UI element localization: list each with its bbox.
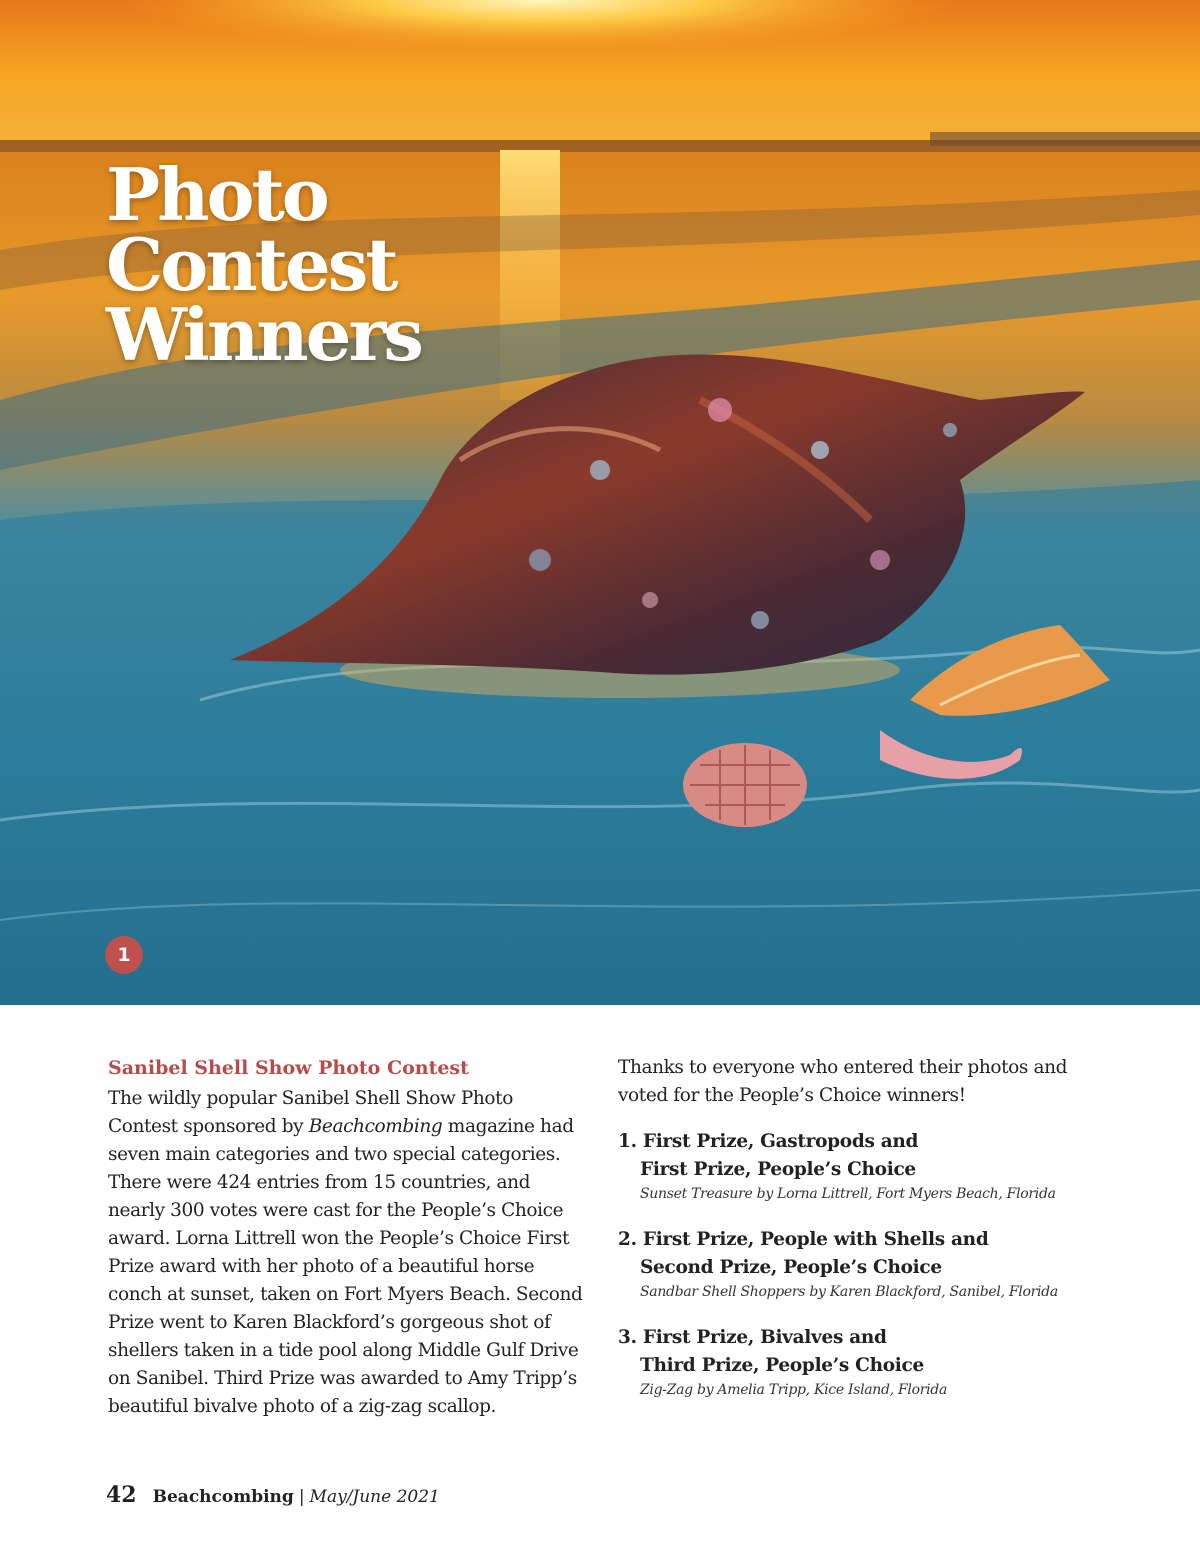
prize-title: 2. First Prize, People with Shells and (618, 1229, 989, 1250)
prize-list (618, 1128, 1088, 1400)
title-line-3: Winners (106, 292, 421, 377)
intro-text-end: magazine had seven main categories and two special categories. There were 424 entries from 15 countries, and nearly 300 votes were cast for the People’s Choice award. Lorna Littrell won the People’s Choice First Prize award with her photo of a beautiful horse conch at sunset, taken on Fort Myers Beach. Second Prize went to Karen Blackford’s gorgeous shot of shellers taken in a tide pool along Middle Gulf Drive on Sanibel. Third Prize was awarded to Amy Tripp’s beautiful bivalve photo of a zig-zag scallop. (108, 1116, 583, 1417)
article-left-column (108, 1054, 588, 1421)
article-right-column (618, 1054, 1088, 1422)
prize-subtitle: First Prize, People’s Choice (640, 1159, 916, 1180)
intro-text-start: The wildly popular Sanibel Shell Show Photo Contest sponsored by (108, 1088, 513, 1137)
page-number: 42 (106, 1482, 137, 1508)
title-line-2: Contest (106, 222, 396, 307)
article-intro (108, 1085, 588, 1421)
prize-title: 3. First Prize, Bivalves and (618, 1327, 887, 1348)
photo-number-badge: 1 (105, 936, 143, 974)
issue-date: May/June 2021 (309, 1487, 440, 1507)
photo-credit: Sunset Treasure by Lorna Littrell, Fort Myers Beach, Florida (640, 1186, 1056, 1202)
prize-subtitle: Second Prize, People’s Choice (640, 1257, 942, 1278)
magazine-name: Beachcombing (152, 1487, 294, 1507)
prize-title: 1. First Prize, Gastropods and (618, 1131, 919, 1152)
photo-credit: Zig-Zag by Amelia Tripp, Kice Island, Florida (640, 1382, 947, 1398)
prize-subtitle: Third Prize, People’s Choice (640, 1355, 924, 1376)
title-line-1: Photo (106, 152, 327, 237)
prize-item-2 (618, 1226, 1088, 1302)
thanks-text: Thanks to everyone who entered their photos and voted for the People’s Choice winners! (618, 1057, 1068, 1106)
prize-item-3 (618, 1324, 1088, 1400)
page-footer (106, 1482, 440, 1508)
prize-item-1 (618, 1128, 1088, 1204)
footer-separator: | (298, 1487, 305, 1507)
section-heading: Sanibel Shell Show Photo Contest (108, 1057, 469, 1079)
page-title (106, 152, 421, 377)
photo-credit: Sandbar Shell Shoppers by Karen Blackford, Sanibel, Florida (640, 1284, 1058, 1300)
magazine-name-italic: Beachcombing (308, 1116, 443, 1137)
